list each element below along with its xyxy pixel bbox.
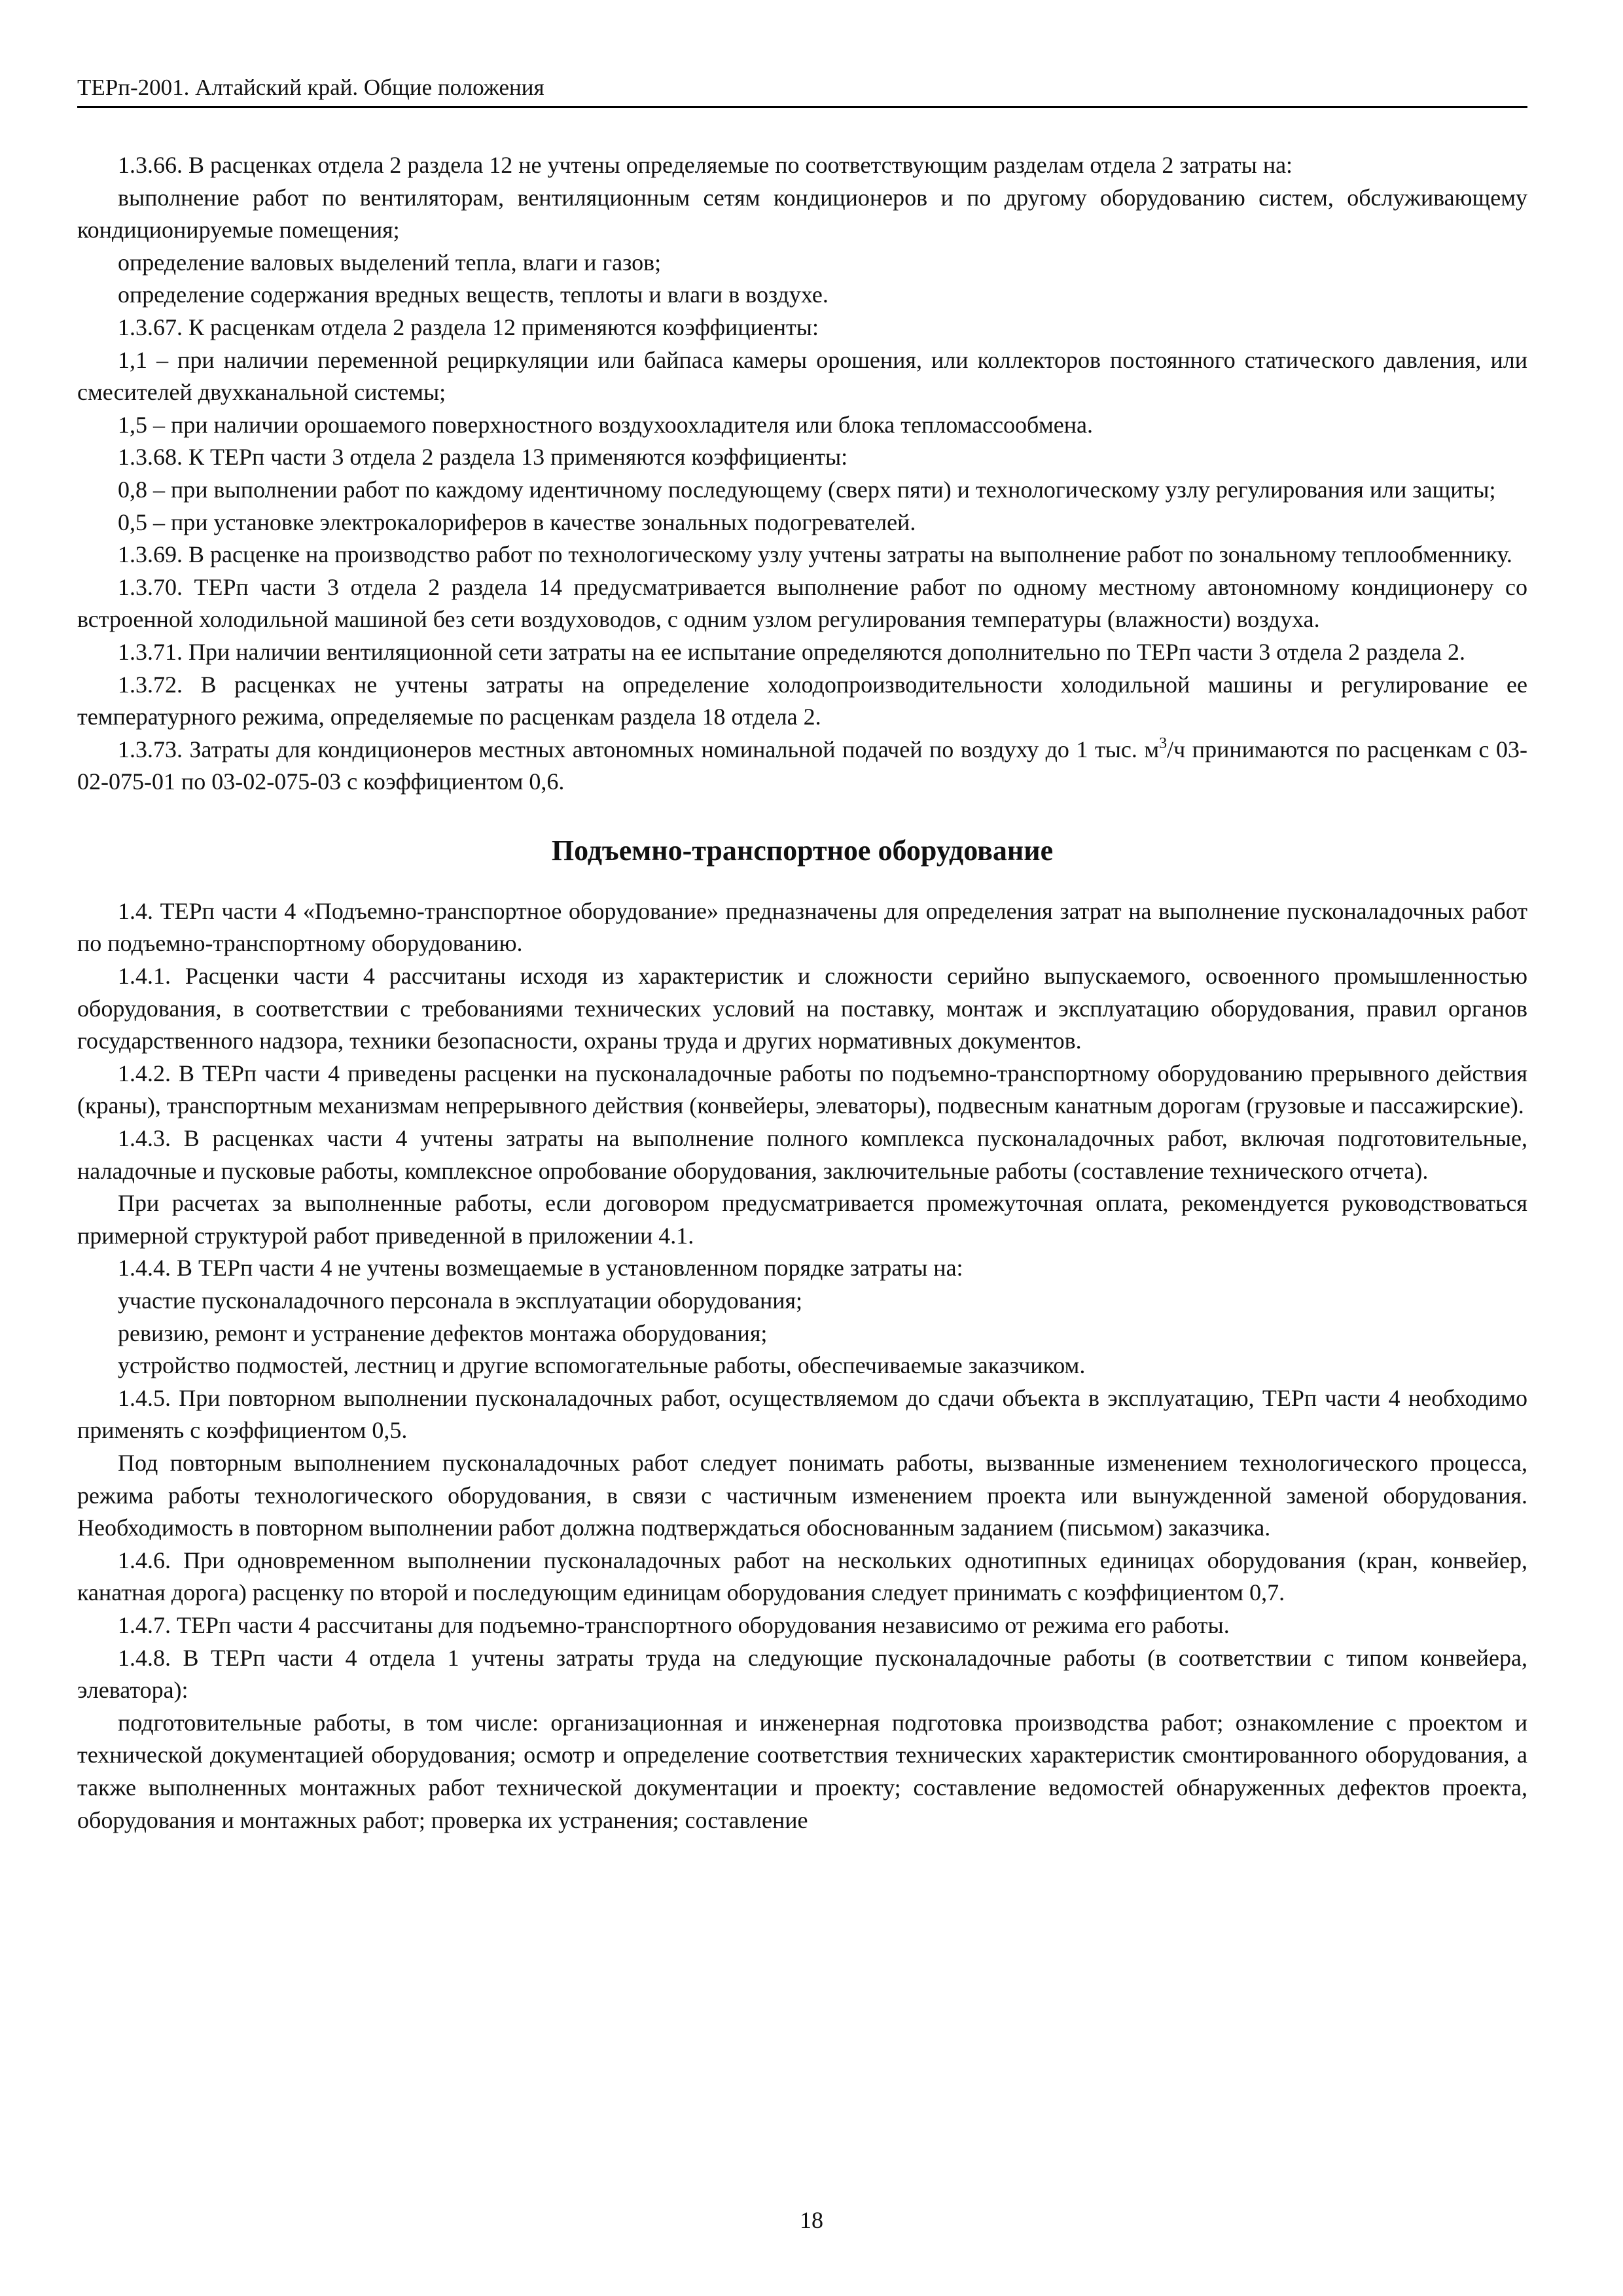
paragraph: 1.3.72. В расценках не учтены затраты на определение холодопроизводительности холодильной машины и регулирование ее температурного режима, определяемые по расценкам раздела 18 отдела 2. xyxy=(77,671,1527,730)
paragraph-text: 1.3.73. Затраты для кондиционеров местных автономных номинальной подачей по воздуху до 1 тыс. м xyxy=(118,736,1160,762)
paragraph: 1.4.2. В ТЕРп части 4 приведены расценки на пусконаладочные работы по подъемно-транспортному оборудованию прерывного действия (краны), транспортным механизмам непрерывного действия (конвейеры, элеваторы), подвесным канатным дорогам (грузовые и пассажирские). xyxy=(77,1060,1527,1119)
paragraph: 0,8 – при выполнении работ по каждому идентичному последующему (сверх пяти) и технологическому узлу регулирования или защиты; xyxy=(118,476,1496,503)
paragraph: Под повторным выполнением пусконаладочных работ следует понимать работы, вызванные изменением технологического процесса, режима работы технологического оборудования, в связи с частичным изменением проекта или вынужденной заменой оборудования. Необходимость в повторном выполнении работ должна подтверждаться обоснованным заданием (письмом) заказчика. xyxy=(77,1449,1527,1541)
paragraph: 1.3.70. ТЕРп части 3 отдела 2 раздела 14 предусматривается выполнение работ по одному местному автономному кондиционеру со встроенной холодильной машиной без сети воздуховодов, с одним узлом регулирования температуры (влажности) воздуха. xyxy=(77,573,1527,633)
paragraph: 0,5 – при установке электрокалориферов в качестве зональных подогревателей. xyxy=(118,509,916,535)
paragraph: 1.4. ТЕРп части 4 «Подъемно-транспортное оборудование» предназначены для определения затрат на выполнение пусконаладочных работ по подъемно-транспортному оборудованию. xyxy=(77,897,1527,957)
paragraph-with-superscript xyxy=(77,734,1527,798)
paragraph: 1.4.6. При одновременном выполнении пусконаладочных работ на нескольких однотипных единицах оборудования (кран, конвейер, канатная дорога) расценку по второй и последующим единицам оборудования следует принимать с коэффициентом 0,7. xyxy=(77,1547,1527,1606)
paragraph-text: /ч принимаются по расценкам с 03-02-075-01 по 03-02-075-03 с коэффициентом 0,6. xyxy=(77,736,1527,795)
running-header: ТЕРп-2001. Алтайский край. Общие положения xyxy=(77,73,1527,108)
paragraph: При расчетах за выполненные работы, если договором предусматривается промежуточная оплата, рекомендуется руководствоваться примерной структурой работ приведенной в приложении 4.1. xyxy=(77,1190,1527,1249)
paragraph: 1.3.68. К ТЕРп части 3 отдела 2 раздела 13 применяются коэффициенты: xyxy=(118,444,848,471)
paragraph: определение содержания вредных веществ, теплоты и влаги в воздухе. xyxy=(118,281,829,308)
paragraph: участие пусконаладочного персонала в эксплуатации оборудования; xyxy=(118,1287,803,1314)
paragraph: 1.4.1. Расценки части 4 рассчитаны исходя из характеристик и сложности серийно выпускаемого, освоенного промышленностью оборудования, в соответствии с требованиями технических условий на поставку, монтаж и эксплуатацию оборудования, правил органов государственного надзора, техники безопасности, охраны труда и других нормативных документов. xyxy=(77,963,1527,1054)
paragraph: 1.4.3. В расценках части 4 учтены затраты на выполнение полного комплекса пусконаладочных работ, включая подготовительные, наладочные и пусковые работы, комплексное опробование оборудования, заключительные работы (составление технического отчета). xyxy=(77,1125,1527,1184)
paragraph: устройство подмостей, лестниц и другие вспомогательные работы, обеспечиваемые заказчиком. xyxy=(118,1352,1086,1379)
paragraph: 1.3.71. При наличии вентиляционной сети затраты на ее испытание определяются дополнительно по ТЕРп части 3 отдела 2 раздела 2. xyxy=(118,638,1466,665)
paragraph: 1.4.4. В ТЕРп части 4 не учтены возмещаемые в установленном порядке затраты на: xyxy=(118,1255,963,1282)
paragraph: подготовительные работы, в том числе: организационная и инженерная подготовка производства работ; ознакомление с проектом и технической документацией оборудования; осмотр и определение соответствия технических характеристик смонтированного оборудования, а также выполненных монтажных работ технической документации и проекту; составление ведомостей обнаруженных дефектов проекта, оборудования и монтажных работ; проверка их устранения; составление xyxy=(77,1709,1527,1833)
superscript: 3 xyxy=(1159,734,1168,752)
section-heading: Подъемно-транспортное оборудование xyxy=(551,834,1054,867)
paragraph: 1,5 – при наличии орошаемого поверхностного воздухоохладителя или блока тепломассообмена. xyxy=(118,411,1093,438)
paragraph: выполнение работ по вентиляторам, вентиляционным сетям кондиционеров и по другому оборудованию систем, обслуживающему кондиционируемые помещения; xyxy=(77,184,1527,243)
paragraph: 1.3.69. В расценке на производство работ по технологическому узлу учтены затраты на выполнение работ по зональному теплообменнику. xyxy=(118,541,1512,568)
paragraph: 1,1 – при наличии переменной рециркуляции или байпаса камеры орошения, или коллекторов постоянного статического давления, или смесителей двухканальной системы; xyxy=(77,346,1527,406)
paragraph: 1.3.66. В расценках отдела 2 раздела 12 не учтены определяемые по соответствующим разделам отдела 2 затраты на: xyxy=(118,152,1293,178)
paragraph: 1.3.67. К расценкам отдела 2 раздела 12 применяются коэффициенты: xyxy=(118,314,819,340)
paragraph: ревизию, ремонт и устранение дефектов монтажа оборудования; xyxy=(118,1319,768,1346)
paragraph: 1.4.5. При повторном выполнении пусконаладочных работ, осуществляемом до сдачи объекта в эксплуатацию, ТЕРп части 4 необходимо применять с коэффициентом 0,5. xyxy=(77,1384,1527,1444)
document-body xyxy=(77,149,1527,1837)
page-number: 18 xyxy=(800,2207,823,2233)
paragraph: 1.4.8. В ТЕРп части 4 отдела 1 учтены затраты труда на следующие пусконаладочные работы (в соответствии с типом конвейера, элеватора): xyxy=(77,1644,1527,1704)
paragraph: определение валовых выделений тепла, влаги и газов; xyxy=(118,249,662,276)
paragraph: 1.4.7. ТЕРп части 4 рассчитаны для подъемно-транспортного оборудования независимо от режима его работы. xyxy=(118,1611,1230,1638)
